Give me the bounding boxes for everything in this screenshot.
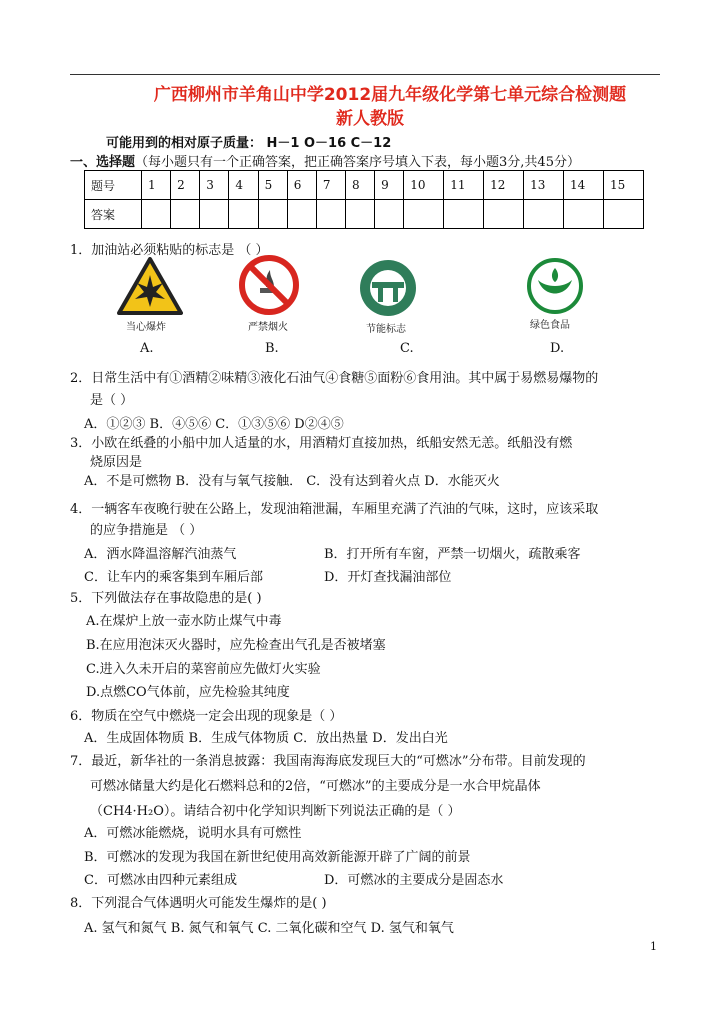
atomic-mass-line: 可能用到的相对原子质量： H－1 O－16 C－12 xyxy=(106,136,392,151)
page-number: 1 xyxy=(650,940,657,953)
section-heading-line xyxy=(70,151,580,170)
option-line: A．可燃冰能燃烧，说明水具有可燃性 xyxy=(84,826,302,841)
option-line: A.在煤炉上放一壶水防止煤气中毒 xyxy=(86,614,282,629)
question-number-cell: 11 xyxy=(444,171,484,200)
table-header-cell: 题号 xyxy=(85,171,142,200)
question-number-cell: 14 xyxy=(564,171,604,200)
question-line: 3．小欧在纸叠的小船中加人适量的水，用酒精灯直接加热，纸船安然无恙。纸船没有燃 xyxy=(70,436,573,451)
answer-cell[interactable] xyxy=(603,200,643,229)
answer-cell[interactable] xyxy=(316,200,345,229)
question-line: 是（ ） xyxy=(90,393,134,408)
answer-cell[interactable] xyxy=(171,200,200,229)
answer-cell[interactable] xyxy=(142,200,171,229)
answer-table xyxy=(84,170,644,229)
question-number-cell: 9 xyxy=(375,171,404,200)
question-line: 7．最近，新华社的一条消息披露：我国南海海底发现巨大的“可燃冰”分布带。目前发现的 xyxy=(70,754,586,769)
answer-cell[interactable] xyxy=(404,200,444,229)
answer-cell[interactable] xyxy=(258,200,287,229)
option-line: C.进入久未开启的菜窖前应先做灯火实验 xyxy=(86,662,321,677)
option-line: B．可燃冰的发现为我国在新世纪使用高效新能源开辟了广阔的前景 xyxy=(84,850,471,865)
page-subtitle: 新人教版 xyxy=(336,109,404,129)
table-row xyxy=(85,200,644,229)
question-line: 8．下列混合气体遇明火可能发生爆炸的是( ) xyxy=(70,896,327,911)
question-number-cell: 6 xyxy=(287,171,316,200)
option-line: A．洒水降温溶解汽油蒸气 xyxy=(84,547,237,562)
sign-caption: 当心爆炸 xyxy=(126,322,166,333)
question-line: （CH4·H₂O）。请结合初中化学知识判断下列说法正确的是（ ） xyxy=(90,804,461,819)
answer-cell[interactable] xyxy=(484,200,524,229)
question-number-cell: 8 xyxy=(345,171,374,200)
option-label: A. xyxy=(140,341,154,356)
page-title: 广西柳州市羊角山中学2012届九年级化学第七单元综合检测题 xyxy=(153,85,627,105)
header-rule xyxy=(70,74,660,75)
question-number-cell: 5 xyxy=(258,171,287,200)
question-line: 5．下列做法存在事故隐患的是( ) xyxy=(70,591,262,606)
question-number-cell: 7 xyxy=(316,171,345,200)
question-line: 可燃冰储量大约是化石燃料总和的2倍，“可燃冰”的主要成分是一水合甲烷晶体 xyxy=(90,779,541,794)
option-label: C. xyxy=(400,341,414,356)
no-fire-icon xyxy=(238,254,300,316)
question-1-stem: 1．加油站必须粘贴的标志是 （ ） xyxy=(70,243,269,258)
option-line: C．可燃冰由四种元素组成 xyxy=(84,873,237,888)
option-line: A．生成固体物质 B．生成气体物质 C．放出热量 D．发出白光 xyxy=(84,731,448,746)
explosion-warning-icon xyxy=(117,257,183,317)
energy-saving-icon xyxy=(352,256,424,320)
answer-cell[interactable] xyxy=(287,200,316,229)
question-number-cell: 1 xyxy=(142,171,171,200)
answer-cell[interactable] xyxy=(345,200,374,229)
answer-cell[interactable] xyxy=(200,200,229,229)
question-number-cell: 13 xyxy=(524,171,564,200)
question-line: 2．日常生活中有①酒精②味精③液化石油气④食糖⑤面粉⑥食用油。其中属于易燃易爆物的 xyxy=(70,371,599,386)
question-number-cell: 4 xyxy=(229,171,258,200)
question-number-cell: 2 xyxy=(171,171,200,200)
option-label: D. xyxy=(550,341,565,356)
answer-cell[interactable] xyxy=(524,200,564,229)
answer-cell[interactable] xyxy=(564,200,604,229)
option-line: B．打开所有车窗，严禁一切烟火，疏散乘客 xyxy=(324,547,581,562)
section-instruction: （每小题只有一个正确答案，把正确答案序号填入下表，每小题3分,共45分） xyxy=(135,155,580,170)
table-header-cell: 答案 xyxy=(85,200,142,229)
question-line: 的应争措施是 （ ） xyxy=(90,523,203,538)
answer-cell[interactable] xyxy=(444,200,484,229)
green-food-icon xyxy=(524,258,586,314)
question-number-cell: 3 xyxy=(200,171,229,200)
option-line: A. 氢气和氮气 B. 氮气和氧气 C. 二氧化碳和空气 D. 氢气和氧气 xyxy=(84,921,454,936)
answer-cell[interactable] xyxy=(375,200,404,229)
option-label: B. xyxy=(265,341,279,356)
option-line: A．不是可燃物 B．没有与氧气接触． C．没有达到着火点 D．水能灭火 xyxy=(84,474,500,489)
option-line: A．①②③ B．④⑤⑥ C．①③⑤⑥ D②④⑤ xyxy=(84,417,344,432)
section-heading: 一、选择题 xyxy=(70,155,136,170)
sign-caption: 节能标志 xyxy=(366,324,406,335)
sign-caption: 严禁烟火 xyxy=(248,322,288,333)
sign-caption: 绿色食品 xyxy=(530,320,570,331)
answer-cell[interactable] xyxy=(229,200,258,229)
option-line: C．让车内的乘客集到车厢后部 xyxy=(84,570,263,585)
question-number-cell: 10 xyxy=(404,171,444,200)
question-number-cell: 15 xyxy=(603,171,643,200)
question-line: 4．一辆客车夜晚行驶在公路上，发现油箱泄漏，车厢里充满了汽油的气味，这时，应该采取 xyxy=(70,502,599,517)
option-line: B.在应用泡沫灭火器时，应先检查出气孔是否被堵塞 xyxy=(86,638,386,653)
question-line: 烧原因是 xyxy=(90,455,143,470)
option-line: D．开灯查找漏油部位 xyxy=(324,570,452,585)
question-line: 6．物质在空气中燃烧一定会出现的现象是（ ） xyxy=(70,709,343,724)
option-line: D．可燃冰的主要成分是固态水 xyxy=(324,873,504,888)
option-line: D.点燃CO气体前，应先检验其纯度 xyxy=(86,685,290,700)
table-row xyxy=(85,171,644,200)
question-number-cell: 12 xyxy=(484,171,524,200)
